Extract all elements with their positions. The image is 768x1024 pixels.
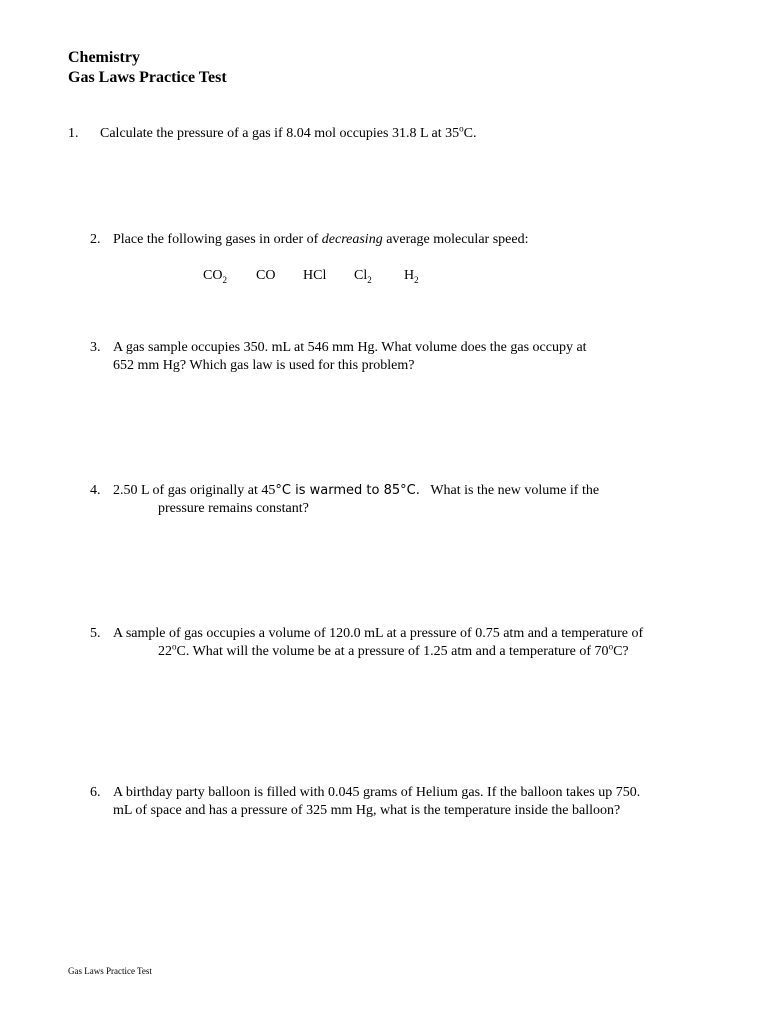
gas-h2: $H_2$ xyxy=(404,268,419,285)
question-3-line-2: 652 mm Hg? Which gas law is used for this problem? xyxy=(113,358,415,373)
emphasis-decreasing: decreasing xyxy=(321,232,383,247)
question-6-line-2: mL of space and has a pressure of 325 mm Hg, what is the temperature inside the balloon? xyxy=(113,803,621,818)
question-5-line-1: A sample of gas occupies a volume of 120.0 mL at a pressure of 0.75 atm and a temperature of xyxy=(113,626,644,641)
degree-symbol: o xyxy=(172,641,177,652)
gas-hcl: HCl xyxy=(303,268,327,283)
question-6-number: 6. xyxy=(90,785,101,800)
question-4-line-2: pressure remains constant? xyxy=(158,501,309,516)
question-5-number: 5. xyxy=(90,626,101,641)
question-1-text: Calculate the pressure of a gas if 8.04 mol occupies 31.8 L at 35$^o$C. xyxy=(100,123,477,141)
question-5-line-2: 22$^o$C. What will the volume be at a pressure of 1.25 atm and a temperature of 70$^o$C? xyxy=(158,641,629,659)
question-4-number: 4. xyxy=(90,483,101,498)
question-3-line-1: A gas sample occupies 350. mL at 546 mm Hg. What volume does the gas occupy at xyxy=(113,340,587,355)
question-2-text: Place the following gases in order of decreasing average molecular speed: xyxy=(113,232,529,247)
subject-heading: Chemistry xyxy=(68,49,140,66)
question-3-number: 3. xyxy=(90,340,101,355)
page-title: Gas Laws Practice Test xyxy=(68,69,227,86)
gas-cl2: $Cl_2$ xyxy=(354,268,372,285)
question-6-line-1: A birthday party balloon is filled with 0.045 grams of Helium gas. If the balloon takes up 750. xyxy=(113,785,641,800)
degree-symbol: o xyxy=(459,123,464,134)
gas-co: CO xyxy=(256,268,276,283)
question-2-number: 2. xyxy=(90,232,101,247)
degree-symbol: o xyxy=(608,641,614,652)
gas-co2: $CO_2$ xyxy=(203,268,227,285)
question-1-number: 1. xyxy=(68,126,79,141)
question-4-line-1: 2.50 L of gas originally at 45°C is warmed to 85°C. What is the new volume if the xyxy=(113,483,600,498)
page-footer: Gas Laws Practice Test xyxy=(68,966,152,976)
